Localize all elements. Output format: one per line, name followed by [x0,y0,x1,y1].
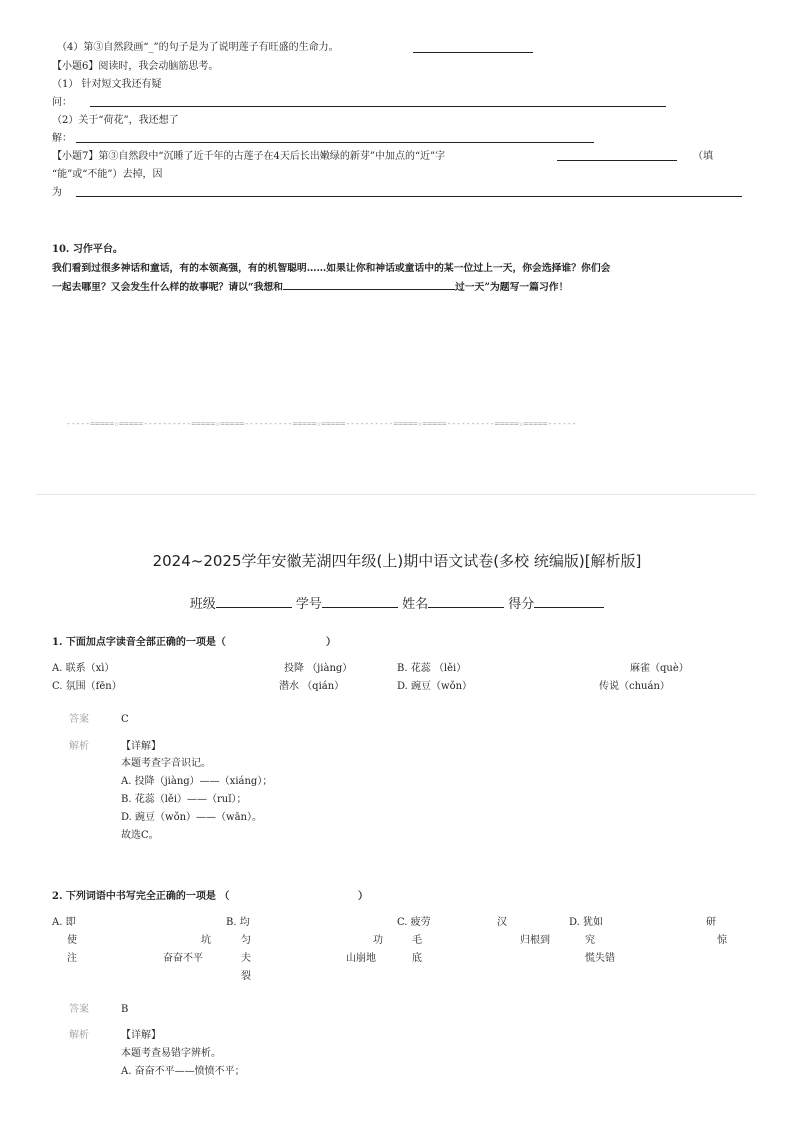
q1-option-a-2: 投降 （jiàng） [284,663,353,674]
q1-option-d[interactable]: D. 豌豆（wǒn） [397,681,473,692]
q1-answer: C [121,714,129,725]
q2-detail: 【详解】 [121,1030,161,1041]
q2-option-b-2: 匀 [241,935,251,946]
q1-option-b[interactable]: B. 花蕊 （lěi） [397,663,467,674]
q2-option-a[interactable]: A. 即 [52,917,76,928]
q2-option-c-3: 底 [412,953,422,964]
q1-analysis-3: B. 花蕊（lěi）——（ruǐ）； [121,794,247,805]
q2-option-c-2: 毛 [412,935,422,946]
q2-option-b-3: 夫 [241,953,251,964]
q2-analysis-label: 解析 [69,1030,89,1041]
q1-analysis-label: 解析 [69,741,89,752]
q1-answer-label: 答案 [69,714,89,725]
q2-option-a-2: 使 [67,935,77,946]
q2-stem-end: ） [358,891,368,902]
divider: -----=====☆=====----------=====☆=====----------=====☆=====----------=====☆=====----------=====☆=====------ [66,419,577,428]
q2-option-d-jing: 惊 [717,935,727,946]
q10-blank[interactable] [283,279,455,290]
q1-option-c-2: 潜水 （qián） [279,681,345,692]
q4-blank[interactable] [413,52,533,53]
q6-1-label: 问： [52,97,72,108]
q2-option-a-3: 注 [67,953,77,964]
q7-reason-blank[interactable] [76,196,742,197]
q10-line1: 我们看到过很多神话和童话，有的本领高强，有的机智聪明……如果让你和神话或童话中的某一位过上一天，你会选择谁？你们会 [52,263,611,274]
q10-line2: 一起去哪里？又会发生什么样的故事呢？请以“我想和 过一天”为题写一篇习作！ [52,279,568,295]
q6-title: 【小题6】阅读时，我会动脑筋思考。 [52,61,219,72]
q7-blank[interactable] [557,160,677,161]
q6-2-text: （2）关于“荷花”，我还想了 [52,115,179,126]
page-title: 2024~2025学年安徽芜湖四年级(上)期中语文试卷(多校 统编版)[解析版] [152,552,642,570]
q10-head: 10. 习作平台。 [52,244,123,255]
q1-option-c[interactable]: C. 氛围（fēn） [52,681,122,692]
q2-option-b-word: 山崩地 [346,953,376,964]
q7-text-2: “能”或“不能”）去掉，因 [52,169,163,180]
q1-stem-end: ） [326,637,336,648]
q2-option-c-word: 归根到 [520,935,550,946]
q1-option-b-2: 麻雀（què） [630,663,689,674]
id-field[interactable] [322,597,398,608]
q2-option-a-word: 奋奋不平 [163,953,203,964]
q7-text-3: 为 [52,187,62,198]
q1-detail: 【详解】 [121,741,161,752]
q2-option-d-yan: 研 [706,917,716,928]
score-field[interactable] [534,597,604,608]
q1-option-d-2: 传说（chuán） [599,681,670,692]
name-field[interactable] [428,597,504,608]
q2-option-b-4: 裂 [241,971,251,982]
q1-option-a[interactable]: A. 联系（xì） [52,663,115,674]
q2-option-c-han: 汉 [497,917,507,928]
page-separator [36,494,756,495]
q2-option-b-gong: 功 [373,935,383,946]
q4-line: （4）第③自然段画“_”的句子是为了说明莲子有旺盛的生命力。 [57,42,339,53]
q6-1-blank[interactable] [90,106,666,107]
q1-analysis-2: A. 投降（jiàng）——（xiáng）； [121,776,273,787]
q2-stem: 2. 下列词语中书写完全正确的一项是 （ [52,891,230,902]
q6-2-blank[interactable] [76,142,594,143]
q2-option-a-k: 坑 [201,935,211,946]
q1-analysis-1: 本题考查字音识记。 [121,758,211,769]
q2-analysis-1: 本题考查易错字辨析。 [121,1048,221,1059]
q7-fill: （填 [693,151,713,162]
q2-option-c[interactable]: C. 疲劳 [397,917,431,928]
q7-text: 【小题7】第③自然段中“沉睡了近千年的古莲子在4天后长出嫩绿的新芽”中加点的“近”字 [52,151,446,162]
q1-analysis-5: 故选C。 [121,830,159,841]
q6-2-label: 解： [52,133,72,144]
q2-analysis-2: A. 奋奋不平——愤愤不平； [121,1066,245,1077]
class-field[interactable] [216,597,292,608]
q2-option-d-word: 慌失错 [585,953,615,964]
student-info: 班级 学号 姓名 得分 [0,593,794,612]
q2-option-b[interactable]: B. 均 [226,917,250,928]
q2-option-d-2: 究 [585,935,595,946]
q2-option-d[interactable]: D. 犹如 [569,917,604,928]
q2-answer: B [121,1004,129,1015]
q1-stem: 1. 下面加点字读音全部正确的一项是（ [52,637,226,648]
q1-analysis-4: D. 豌豆（wǒn）——（wān）。 [121,812,263,823]
q2-answer-label: 答案 [69,1004,89,1015]
q6-1-text: （1） 针对短文我还有疑 [52,79,162,90]
